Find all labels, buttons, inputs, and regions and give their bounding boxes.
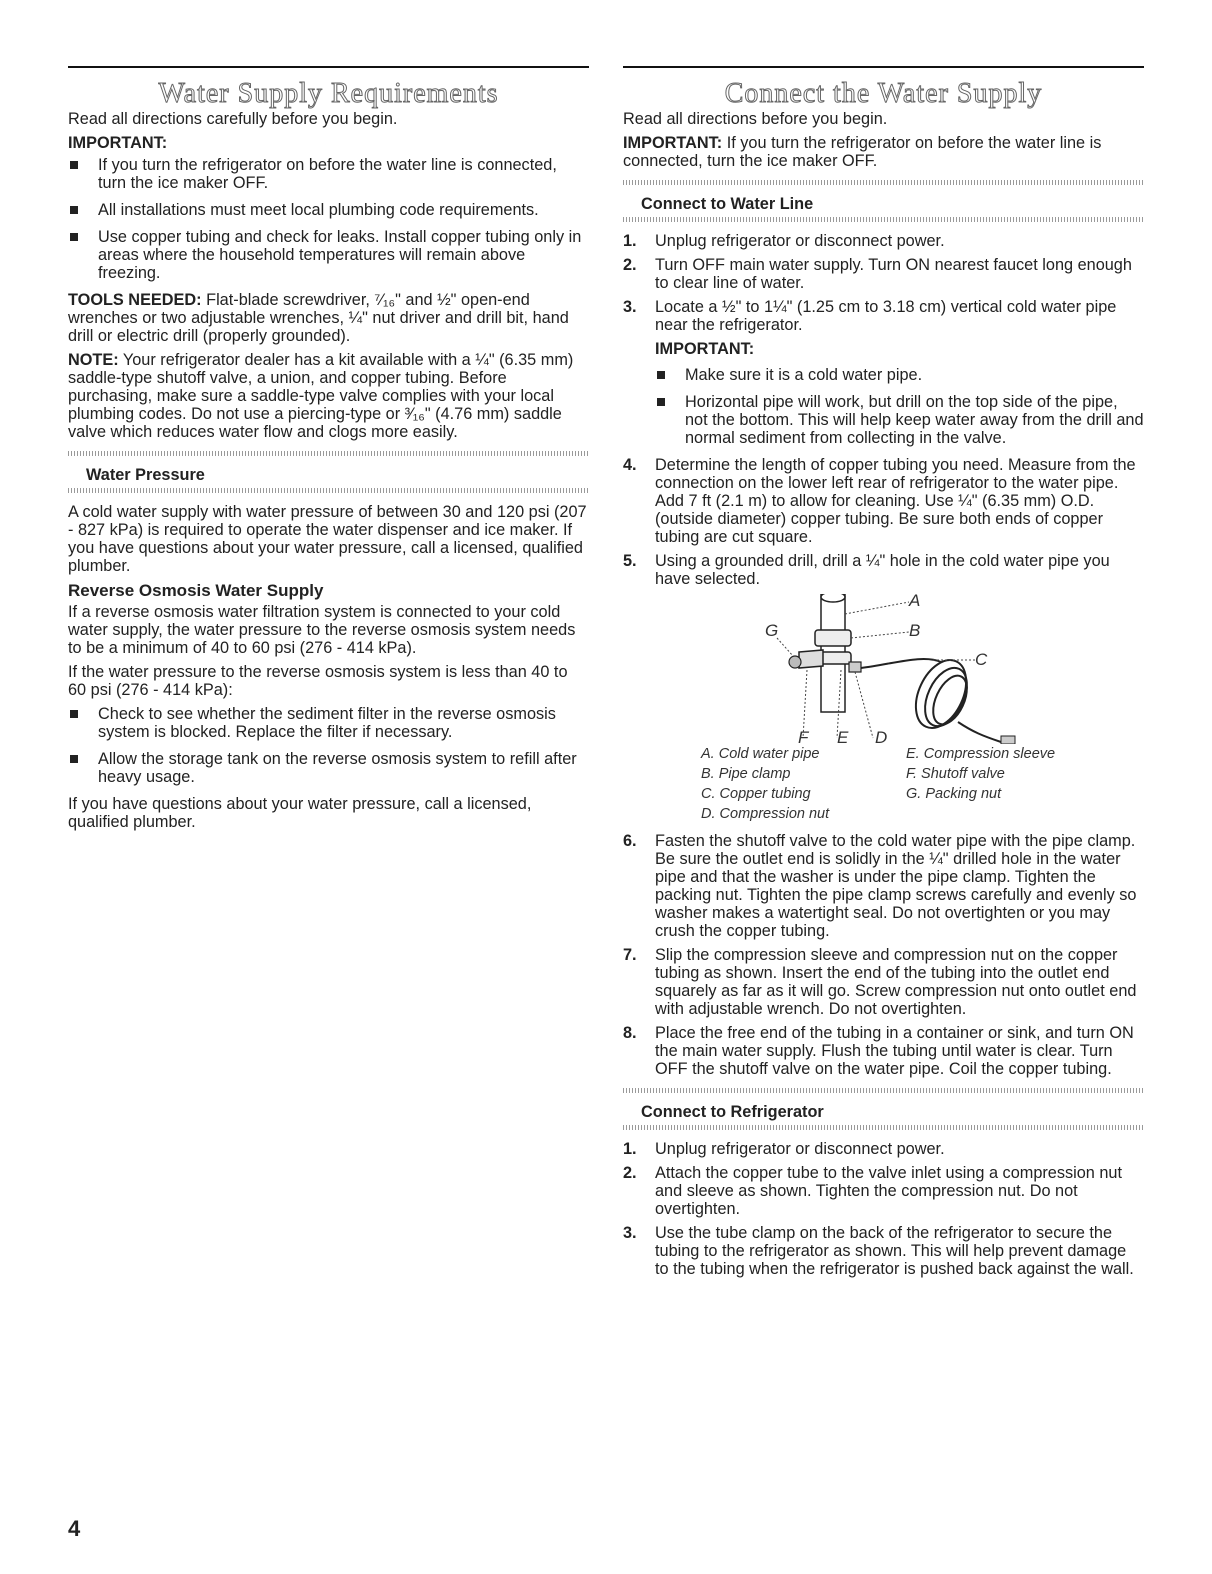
reverse-osmosis-heading: Reverse Osmosis Water Supply <box>68 581 324 600</box>
packing-nut-shape <box>789 656 801 668</box>
label-a: A <box>909 594 921 610</box>
shutoff-valve-shape <box>799 650 823 668</box>
step-text: Unplug refrigerator or disconnect power. <box>655 1140 945 1158</box>
step-item <box>623 1140 1144 1158</box>
leader-line-b <box>851 632 909 638</box>
legend-item: G. Packing nut <box>906 786 1002 802</box>
hatch-divider <box>623 217 1144 222</box>
closing-text: If you have questions about your water pressure, call a licensed, qualified plumber. <box>68 795 532 831</box>
refrigerator-steps <box>623 1140 1144 1278</box>
important-paragraph <box>623 134 1144 170</box>
water-line-steps <box>623 232 1144 588</box>
connect-water-supply-section <box>623 66 1144 1284</box>
hatch-divider <box>68 488 589 493</box>
connect-refrigerator-heading: Connect to Refrigerator <box>641 1103 824 1121</box>
step-text: Determine the length of copper tubing you need. Measure from the connection on the lower left rear of refrigerator to the water pipe. Add 7 ft (2.1 m) to allow for cleaning. Use ¼" (6.35 mm) O.D. (outside diameter) copper tubing. Be sure both ends of copper tubing are cut square. <box>655 456 1136 546</box>
step-item <box>623 1024 1144 1078</box>
step-item <box>623 1164 1144 1218</box>
valve-diagram-illustration <box>623 594 1144 744</box>
step-number: 1. <box>623 1140 637 1158</box>
label-c: C <box>975 650 988 669</box>
step-text: Use the tube clamp on the back of the refrigerator to secure the tubing to the refrigerator as shown. This will help prevent damage to the tubing when the refrigerator is pushed back against the wall. <box>655 1224 1134 1278</box>
pipe-clamp-shape <box>815 630 851 646</box>
compression-nut-shape <box>849 662 861 672</box>
important-label: IMPORTANT: <box>68 134 168 152</box>
note-text: Your refrigerator dealer has a kit available with a ¼" (6.35 mm) saddle-type shutoff valve, a union, and copper tubing. Before purchasing, make sure a saddle-type valve complies with your local plumbing codes. Do not use a piercing-type or ³⁄₁₆" (4.76 mm) saddle valve which reduces water flow and clogs more easily. <box>68 351 574 441</box>
copper-tubing-shape <box>861 659 941 668</box>
step-item <box>623 456 1144 546</box>
leader-line-a <box>845 602 909 614</box>
label-e: E <box>837 728 849 744</box>
important-list <box>68 156 589 282</box>
step-item <box>623 832 1144 940</box>
pipe-top-ellipse <box>821 594 845 602</box>
important-text: If you turn the refrigerator on before the water line is connected, turn the ice maker OFF. <box>623 134 1102 170</box>
note-label: NOTE: <box>68 351 119 369</box>
reverse-osmosis-list <box>68 705 589 786</box>
reverse-osmosis-text: If a reverse osmosis water filtration system is connected to your cold water supply, the water pressure to the reverse osmosis system needs to be a minimum of 40 to 60 psi (276 - 414 kPa). <box>68 603 576 657</box>
label-b: B <box>909 621 921 640</box>
water-supply-requirements-section <box>68 66 589 837</box>
list-item: Check to see whether the sediment filter in the reverse osmosis system is blocked. Replace the filter if necessary. <box>68 705 589 741</box>
step-number: 8. <box>623 1024 637 1042</box>
step-important-block <box>655 340 1144 447</box>
hatch-divider <box>623 1125 1144 1130</box>
tools-label: TOOLS NEEDED: <box>68 291 202 309</box>
step-item <box>623 232 1144 250</box>
step-text: Place the free end of the tubing in a container or sink, and turn ON the main water supply. Flush the tubing until water is clear. Turn OFF the shutoff valve on the water pipe. Coil the copper tubing. <box>655 1024 1134 1078</box>
label-f: F <box>798 728 809 744</box>
step-number: 2. <box>623 1164 637 1182</box>
hatch-divider <box>623 180 1144 185</box>
step-number: 3. <box>623 298 637 316</box>
list-item: Make sure it is a cold water pipe. <box>655 366 1144 384</box>
step-text: Using a grounded drill, drill a ¼" hole in the cold water pipe you have selected. <box>655 552 1110 588</box>
shutoff-valve-diagram <box>623 594 1144 744</box>
step-number: 5. <box>623 552 637 570</box>
step-number: 6. <box>623 832 637 850</box>
list-item: All installations must meet local plumbing code requirements. <box>68 201 589 219</box>
list-item: Use copper tubing and check for leaks. Install copper tubing only in areas where the household temperatures will remain above freezing. <box>68 228 589 282</box>
legend-item: C. Copper tubing <box>701 786 811 802</box>
step-important-list <box>655 366 1144 447</box>
reverse-osmosis-text: If the water pressure to the reverse osmosis system is less than 40 to 60 psi (276 - 414 kPa): <box>68 663 568 699</box>
step-text: Attach the copper tube to the valve inlet using a compression nut and sleeve as shown. Tighten the compression nut. Do not overtighten. <box>655 1164 1123 1218</box>
important-label: IMPORTANT: <box>623 134 723 152</box>
legend-item: B. Pipe clamp <box>701 766 791 782</box>
step-text: Slip the compression sleeve and compression nut on the copper tubing as shown. Insert the end of the tubing into the outlet end squarely as far as it will go. Screw compression nut onto outlet end with adjustable wrench. Do not overtighten. <box>655 946 1137 1018</box>
step-item <box>623 552 1144 588</box>
section-rule <box>623 66 1144 68</box>
step-text: Fasten the shutoff valve to the cold water pipe with the pipe clamp. Be sure the outlet end is solidly in the ¼" drilled hole in the water pipe and that the washer is under the pipe clamp. Tighten the packing nut. Tighten the pipe clamp screws carefully and evenly so washer makes a watertight seal. Do not overtighten or you may crush the copper tubing. <box>655 832 1137 940</box>
step-text: Unplug refrigerator or disconnect power. <box>655 232 945 250</box>
step-number: 4. <box>623 456 637 474</box>
step-number: 1. <box>623 232 637 250</box>
step-item <box>623 256 1144 292</box>
step-number: 2. <box>623 256 637 274</box>
tubing-fitting-shape <box>1001 736 1015 744</box>
step-item <box>623 1224 1144 1278</box>
step-item <box>623 946 1144 1018</box>
list-item: Allow the storage tank on the reverse osmosis system to refill after heavy usage. <box>68 750 589 786</box>
list-item: If you turn the refrigerator on before the water line is connected, turn the ice maker OFF. <box>68 156 589 192</box>
tubing-end-shape <box>958 722 1001 742</box>
step-item <box>623 298 1144 447</box>
step-number: 7. <box>623 946 637 964</box>
list-item: Horizontal pipe will work, but drill on the top side of the pipe, not the bottom. This will help keep water away from the drill and normal sediment from collecting in the valve. <box>655 393 1144 447</box>
legend-item: F. Shutoff valve <box>906 766 1005 782</box>
label-g: G <box>765 621 779 640</box>
page-number: 4 <box>68 1516 81 1541</box>
step-text: Locate a ½" to 1¼" (1.25 cm to 3.18 cm) vertical cold water pipe near the refrigerator. <box>655 298 1117 334</box>
label-d: D <box>875 728 888 744</box>
tools-text: Flat-blade screwdriver, ⁷⁄₁₆" and ½" open-end wrenches or two adjustable wrenches, ¼" nut driver and drill bit, hand drill or electric drill (properly grounded). <box>68 291 569 345</box>
legend-item: D. Compression nut <box>701 806 830 822</box>
hatch-divider <box>68 451 589 456</box>
legend-item: E. Compression sleeve <box>906 746 1056 762</box>
water-line-steps-continued <box>623 832 1144 1078</box>
leader-line-g <box>777 638 793 656</box>
water-pressure-heading: Water Pressure <box>86 466 205 484</box>
diagram-legend <box>701 744 1101 824</box>
tools-needed-paragraph <box>68 291 589 345</box>
important-label: IMPORTANT: <box>655 340 755 358</box>
intro-text: Read all directions before you begin. <box>623 110 888 128</box>
leader-line-d <box>855 672 873 738</box>
step-text: Turn OFF main water supply. Turn ON nearest faucet long enough to clear line of water. <box>655 256 1132 292</box>
section-title: Water Supply Requirements <box>158 78 499 109</box>
hatch-divider <box>623 1088 1144 1093</box>
section-title: Connect the Water Supply <box>724 78 1043 109</box>
section-rule <box>68 66 589 68</box>
connect-water-line-heading: Connect to Water Line <box>641 195 814 213</box>
step-number: 3. <box>623 1224 637 1242</box>
note-paragraph <box>68 351 589 441</box>
legend-item: A. Cold water pipe <box>701 746 820 762</box>
water-pressure-text: A cold water supply with water pressure of between 30 and 120 psi (207 - 827 kPa) is required to operate the water dispenser and ice maker. If you have questions about your water pressure, call a licensed, qualified plumber. <box>68 503 587 575</box>
intro-text: Read all directions carefully before you begin. <box>68 110 398 128</box>
